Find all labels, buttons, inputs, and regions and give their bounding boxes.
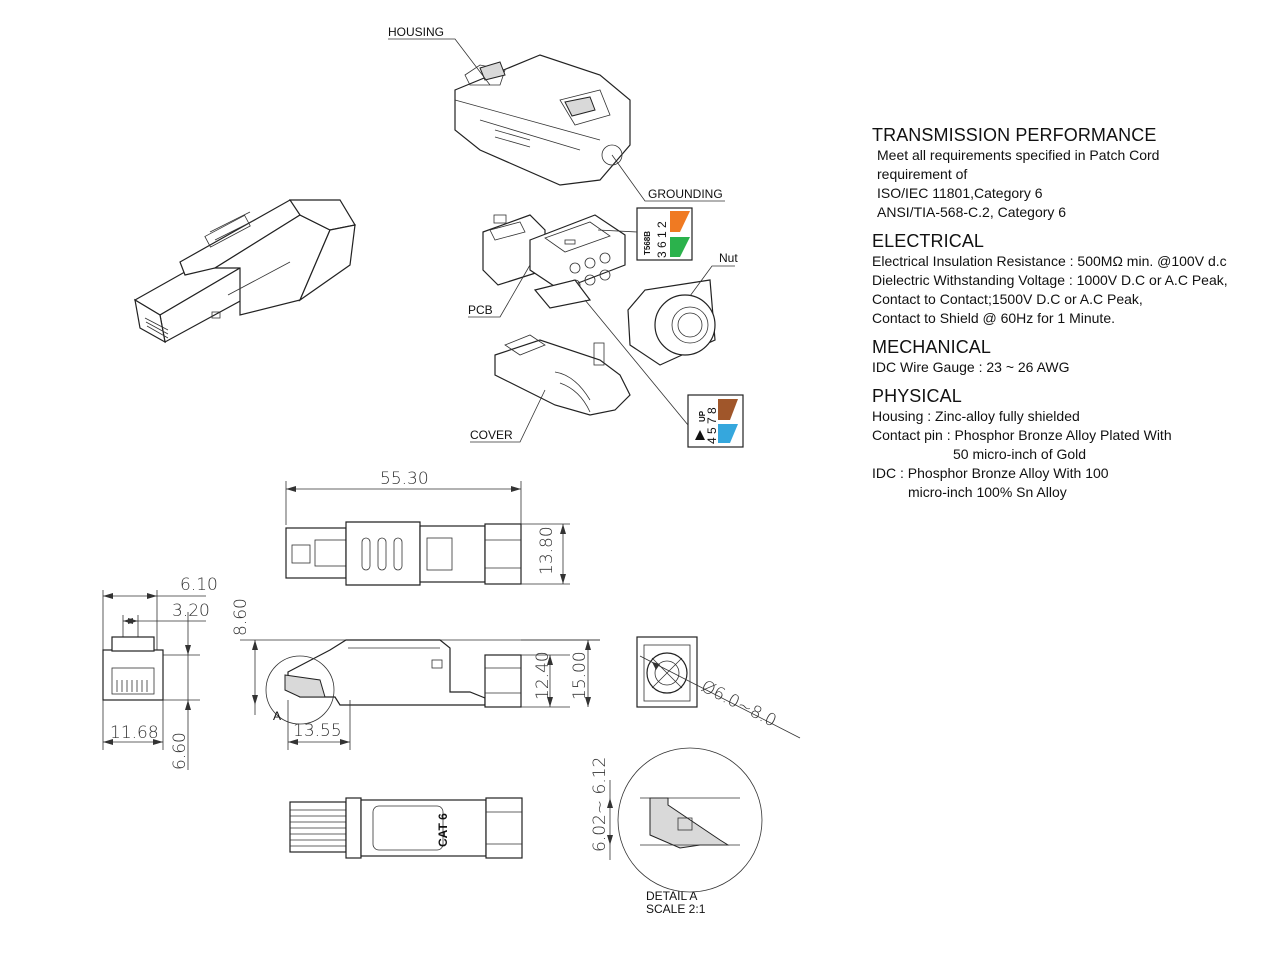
spec-line: Housing : Zinc-alloy fully shielded bbox=[872, 408, 1080, 424]
callout-nut: Nut bbox=[719, 251, 738, 265]
dim-detail: 6.02~ 6.12 bbox=[590, 756, 610, 852]
spec-line: Meet all requirements specified in Patch Cord bbox=[877, 147, 1160, 163]
spec-line: 50 micro-inch of Gold bbox=[953, 446, 1087, 462]
nut-part bbox=[628, 280, 715, 365]
spec-electrical-title: ELECTRICAL bbox=[872, 231, 985, 251]
spec-line: ANSI/TIA-568-C.2, Category 6 bbox=[877, 204, 1067, 220]
callout-grounding: GROUNDING bbox=[648, 187, 723, 201]
pcb-up-marker: UP bbox=[698, 410, 707, 422]
detail-scale: SCALE 2:1 bbox=[646, 902, 706, 916]
side-view bbox=[240, 640, 600, 750]
spec-mechanical bbox=[872, 336, 1272, 377]
spec-physical-title: PHYSICAL bbox=[872, 386, 962, 406]
bottom-view-cat6-label: CAT 6 bbox=[436, 813, 450, 847]
spec-physical bbox=[872, 385, 1272, 502]
housing-part bbox=[455, 55, 630, 185]
spec-line: micro-inch 100% Sn Alloy bbox=[908, 484, 1067, 500]
dim-height-bottom: 6.60 bbox=[170, 732, 190, 770]
rear-view bbox=[637, 637, 800, 738]
detail-a bbox=[590, 748, 762, 916]
detail-marker-a: A bbox=[273, 709, 282, 723]
pcb-pins-top: 3 6 1 2 bbox=[655, 221, 669, 258]
spec-line: IDC Wire Gauge : 23 ~ 26 AWG bbox=[872, 359, 1070, 375]
spec-line: Contact to Contact;1500V D.C or A.C Peak, bbox=[872, 291, 1143, 307]
dim-cable-range: Ø6.0~8.0 bbox=[697, 676, 780, 732]
dim-front-offset: 13.55 bbox=[293, 721, 342, 741]
front-view bbox=[103, 575, 251, 770]
spec-line: Contact pin : Phosphor Bronze Alloy Plated With bbox=[872, 427, 1172, 443]
assembled-connector-iso bbox=[135, 200, 355, 342]
spec-line: requirement of bbox=[877, 166, 968, 182]
top-view bbox=[286, 469, 570, 585]
dim-overall-length: 55.30 bbox=[380, 469, 429, 489]
spec-line: Electrical Insulation Resistance : 500MΩ min. @100V d.c bbox=[872, 253, 1227, 269]
spec-electrical bbox=[872, 230, 1272, 328]
dim-height-top: 8.60 bbox=[231, 598, 251, 636]
dim-width-outer: 6.10 bbox=[180, 575, 218, 595]
dim-width-inner: 3.20 bbox=[172, 601, 210, 621]
spec-line: Dielectric Withstanding Voltage : 1000V D.C or A.C Peak, bbox=[872, 272, 1228, 288]
pcb-part bbox=[483, 215, 625, 308]
bottom-view bbox=[290, 798, 522, 858]
pcb-label-up bbox=[688, 395, 743, 447]
dim-rear-height-outer: 15.00 bbox=[570, 651, 590, 700]
spec-line: IDC : Phosphor Bronze Alloy With 100 bbox=[872, 465, 1109, 481]
spec-mechanical-title: MECHANICAL bbox=[872, 337, 992, 357]
detail-title: DETAIL A bbox=[646, 889, 698, 903]
dim-rear-height-inner: 12.40 bbox=[533, 651, 553, 700]
pcb-pins-bottom: 4 5 7 8 bbox=[705, 407, 719, 444]
callout-housing: HOUSING bbox=[388, 25, 445, 39]
spec-transmission-title: TRANSMISSION PERFORMANCE bbox=[872, 125, 1157, 145]
pcb-label-t568b bbox=[637, 208, 692, 260]
spec-line: ISO/IEC 11801,Category 6 bbox=[877, 185, 1043, 201]
pcb-standard-label: T568B bbox=[643, 230, 652, 255]
spec-transmission bbox=[872, 124, 1272, 222]
specifications-panel bbox=[872, 124, 1272, 502]
spec-line: Contact to Shield @ 60Hz for 1 Minute. bbox=[872, 310, 1115, 326]
dim-front-width: 11.68 bbox=[110, 723, 159, 743]
dim-body-height: 13.80 bbox=[537, 526, 557, 575]
callout-pcb: PCB bbox=[468, 303, 493, 317]
cover-part bbox=[495, 335, 630, 415]
callout-cover: COVER bbox=[470, 428, 513, 442]
